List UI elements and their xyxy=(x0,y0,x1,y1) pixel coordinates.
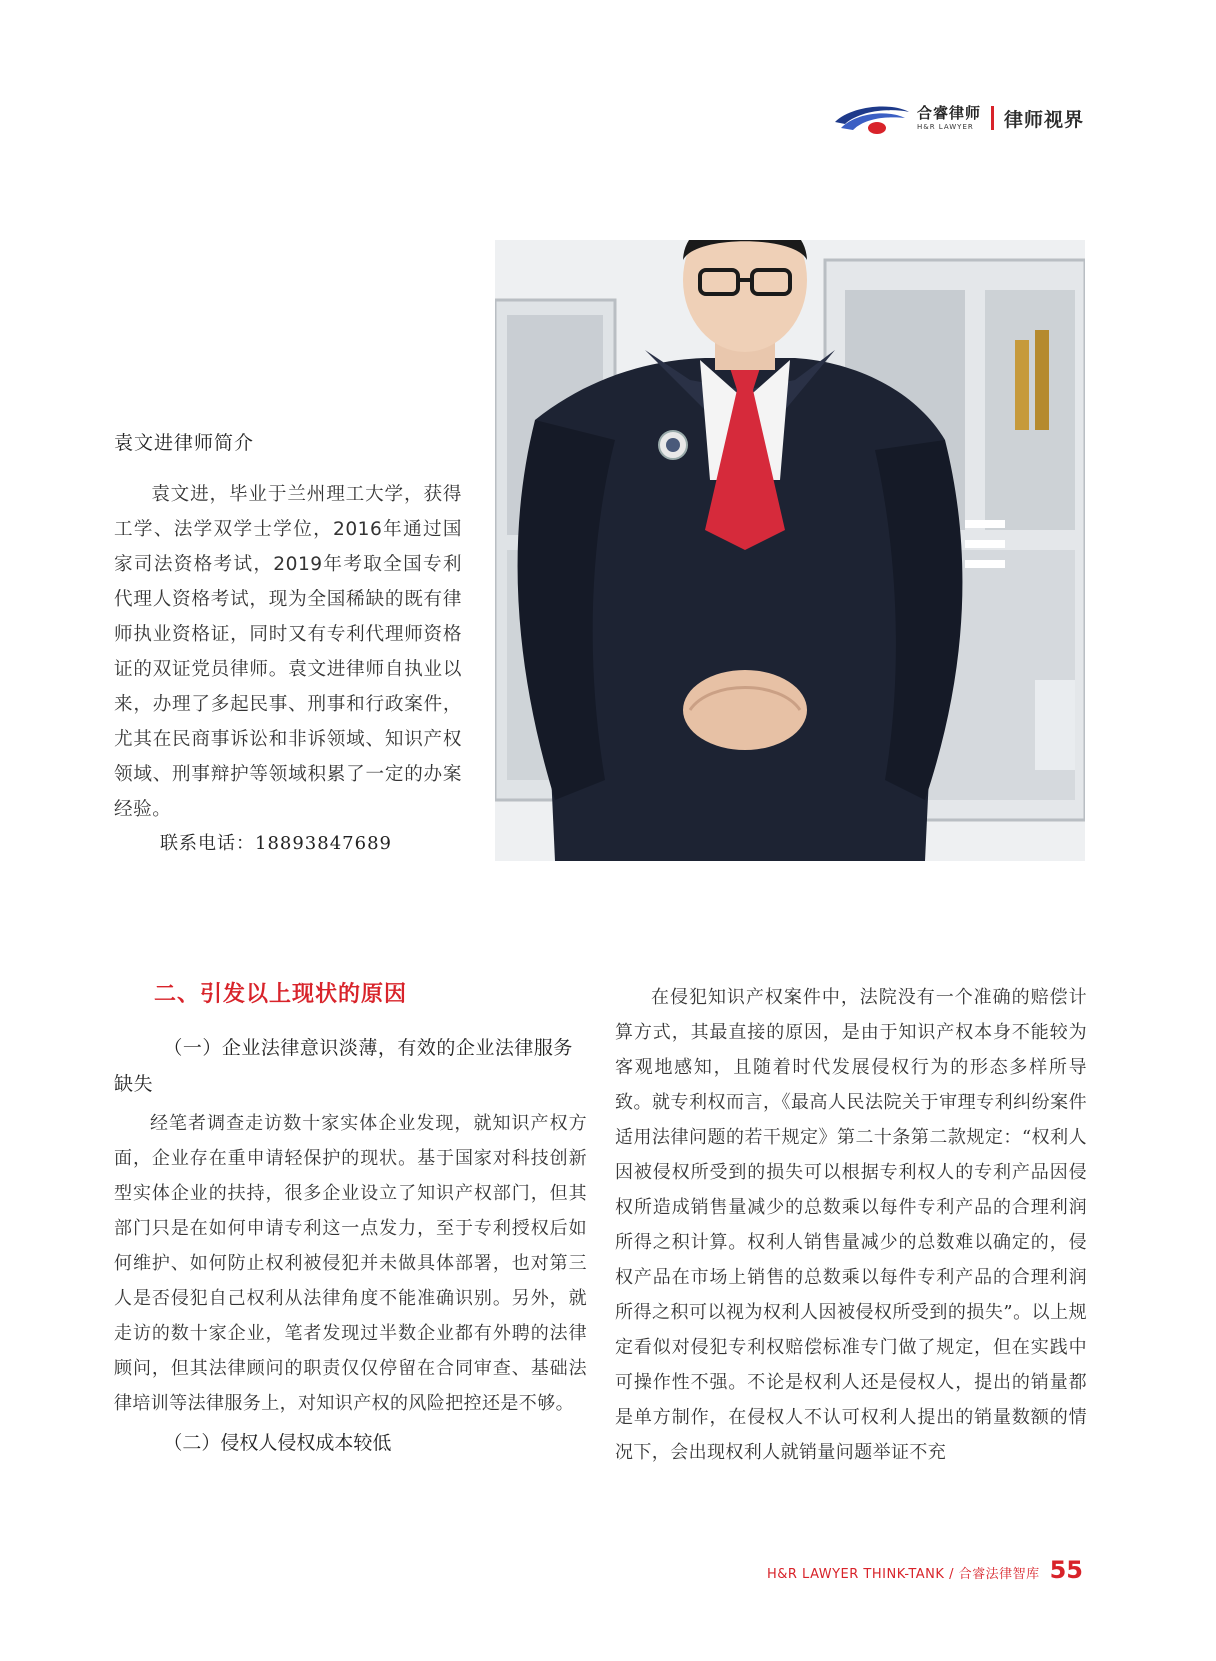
section-title: 律师视界 xyxy=(1003,108,1084,131)
subheading-2: （二）侵权人侵权成本较低 xyxy=(163,1432,392,1454)
bio-text: 袁文进，毕业于兰州理工大学，获得工学、法学双学士学位，2016年通过国家司法资格考试，2019年考取全国专利代理人资格考试，现为全国稀缺的既有律师执业资格证，同时又有专利代理师资格证的双证党员律师。袁文进律师自执业以来，办理了多起民事、刑事和行政案件，尤其在民商事诉讼和非诉领域、知识产权领域、刑事辩护等领域积累了一定的办案经验。 xyxy=(114,484,462,820)
paragraph-2: 在侵犯知识产权案件中，法院没有一个准确的赔偿计算方式，其最直接的原因，是由于知识产权本身不能较为客观地感知，且随着时代发展侵权行为的形态多样所导致。就专利权而言，《最高人民法院关于审理专利纠纷案件适用法律问题的若干规定》第二十条第二款规定：“权利人因被侵权所受到的损失可以根据专利权人的专利产品因侵权所造成销售量减少的总数乘以每件专利产品的合理利润所得之积计算。权利人销售量减少的总数难以确定的，侵权产品在市场上销售的总数乘以每件专利产品的合理利润所得之积可以视为权利人因被侵权所受到的损失”。以上规定看似对侵犯专利权赔偿标准专门做了规定，但在实践中可操作性不强。不论是权利人还是侵权人，提出的销量都是单方制作，在侵权人不认可权利人提出的销量数额的情况下，会出现权利人就销量问题举证不充 xyxy=(615,987,1087,1463)
brand-name xyxy=(916,103,981,131)
brand-swoosh-logo-icon xyxy=(831,98,911,138)
page-number: 55 xyxy=(1049,1556,1083,1584)
lawyer-photo xyxy=(495,240,1085,861)
subheading-1: （一）企业法律意识淡薄，有效的企业法律服务缺失 xyxy=(114,1037,573,1095)
header-divider xyxy=(991,106,994,130)
section-heading: 二、引发以上现状的原因 xyxy=(154,982,408,1007)
article-column-right xyxy=(615,980,1087,1470)
bio-contact-phone: 联系电话：18893847689 xyxy=(160,833,392,854)
article-column-left xyxy=(114,980,587,1461)
brand-name-en: H&R LAWYER xyxy=(916,122,974,131)
bio-title: 袁文进律师简介 xyxy=(114,432,255,454)
page-header xyxy=(831,98,1084,138)
footer-publication: H&R LAWYER THINK-TANK / 合睿法律智库 xyxy=(766,1567,1040,1582)
brand-name-cn: 合睿律师 xyxy=(916,103,981,122)
page-footer xyxy=(767,1556,1083,1584)
lawyer-bio xyxy=(114,428,462,855)
paragraph-1: 经笔者调查走访数十家实体企业发现，就知识产权方面，企业存在重申请轻保护的现状。基于国家对科技创新型实体企业的扶持，很多企业设立了知识产权部门，但其部门只是在如何申请专利这一点发力，至于专利授权后如何维护、如何防止权利被侵犯并未做具体部署，也对第三人是否侵犯自己权利从法律角度不能准确识别。另外，就走访的数十家企业，笔者发现过半数企业都有外聘的法律顾问，但其法律顾问的职责仅仅停留在合同审查、基础法律培训等法律服务上，对知识产权的风险把控还是不够。 xyxy=(114,1113,587,1414)
